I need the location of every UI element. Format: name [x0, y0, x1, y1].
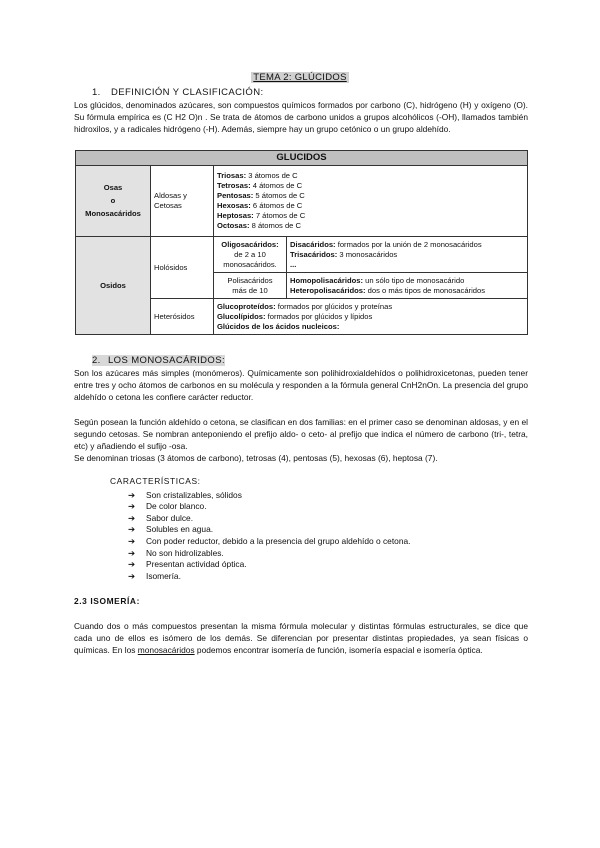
arrow-icon: ➔ — [128, 535, 136, 546]
osas-item: Triosas: 3 átomos de C — [217, 171, 298, 180]
oligo-item: Trisacáridos: 3 monosacáridos — [290, 249, 398, 259]
section-2-title: LOS MONOSACÁRIDOS: — [108, 355, 225, 366]
glucidos-table — [75, 150, 528, 335]
hetero-item: Glucoproteídos: formados por glúcidos y proteínas — [217, 301, 393, 311]
section-2-paragraph-1: Son los azúcares más simples (monómeros). Químicamente son polihidroxialdehídos o polihidroxicetonas, pueden tener entre tres y ocho átomos de carbonos en su molécula y responden a la fórmula general CnH2nOn. La presencia del grupo aldehído o cetona les confiere carácter reductor. — [74, 368, 528, 402]
list-item: ➔ Sabor dulce. — [128, 512, 194, 523]
arrow-icon: ➔ — [128, 501, 136, 512]
osas-item: Pentosas: 5 átomos de C — [217, 191, 305, 200]
osas-items-cell — [214, 166, 528, 237]
poli-items-cell — [287, 273, 528, 299]
title-text: TEMA 2: GLÚCIDOS — [253, 72, 347, 83]
polisacaridos-cell: Polisacáridos más de 10 — [214, 273, 287, 299]
characteristics-block — [110, 476, 410, 582]
arrow-icon: ➔ — [128, 570, 136, 581]
osas-item: Heptosas: 7 átomos de C — [217, 211, 306, 220]
list-item: ➔ Con poder reductor, debido a la presencia del grupo aldehído o cetona. — [128, 535, 411, 546]
oligo-item: ... — [290, 259, 297, 269]
arrow-icon: ➔ — [128, 489, 136, 500]
section-2-paragraph-3: Se denominan triosas (3 átomos de carbono), tetrosas (4), pentosas (5), hexosas (6), heptosa (7). — [74, 453, 438, 463]
heterosidos-cell: Heterósidos — [151, 299, 214, 335]
section-2-heading — [92, 355, 225, 366]
arrow-icon: ➔ — [128, 547, 136, 558]
hetero-item: Glucolípidos: formados por glúcidos y lípidos — [217, 311, 373, 321]
osidos-cell: Osidos — [76, 237, 151, 335]
osas-item: Octosas: 8 átomos de C — [217, 221, 301, 230]
section-2-3-heading: 2.3 ISOMERÍA: — [74, 596, 140, 606]
holosidos-cell: Holósidos — [151, 237, 214, 299]
osas-cell — [76, 166, 151, 237]
osas-label: Osas — [103, 183, 123, 192]
section-1-number: 1. — [92, 87, 101, 98]
list-item: ➔ Son cristalizables, sólidos — [128, 489, 242, 500]
page-title — [0, 72, 600, 83]
section-1-title: DEFINICIÓN Y CLASIFICACIÓN: — [111, 87, 264, 98]
arrow-icon: ➔ — [128, 524, 136, 535]
list-item: ➔ Isomería. — [128, 570, 181, 581]
hetero-items-cell — [214, 299, 528, 335]
poli-item: Homopolisacáridos: un sólo tipo de monosacárido — [290, 275, 465, 285]
list-item: ➔ No son hidrolizables. — [128, 547, 224, 558]
osas-item: Tetrosas: 4 átomos de C — [217, 181, 303, 190]
monosacaridos-label: Monosacáridos — [85, 209, 141, 218]
list-item: ➔ Presentan actividad óptica. — [128, 559, 247, 570]
section-1-paragraph: Los glúcidos, denominados azúcares, son compuestos químicos formados por carbono (C), hidrógeno (H) y oxígeno (O). Su fórmula empírica es (C H2 O)n . Se trata de átomos de carbono unidos a grupos alcohólicos (-OH), llamados también hidroxilos, y a radicales hidrógeno (-H). Además, siempre hay un grupo cetónico o un grupo aldehído. — [74, 100, 528, 134]
oligo-items-cell — [287, 237, 528, 273]
table-header: GLUCIDOS — [76, 151, 528, 166]
hetero-item: Glúcidos de los ácidos nucleicos: — [217, 321, 340, 331]
section-2-paragraph-2: Según posean la función aldehído o cetona, se clasifican en dos familias: en el primer caso se denominan aldosas, y en el segundo cetosas. Se nombran anteponiendo el prefijo aldo- o ceto- al prefijo que indica el número de carbono (tri-, tetra, etc) y añadiendo el sufijo -osa. — [74, 417, 528, 451]
characteristics-label: CARACTERÍSTICAS: — [110, 476, 201, 486]
arrow-icon: ➔ — [128, 559, 136, 570]
characteristics-list — [110, 490, 410, 583]
arrow-icon: ➔ — [128, 512, 136, 523]
monosacaridos-underlined: monosacáridos — [137, 645, 195, 655]
osas-item: Hexosas: 6 átomos de C — [217, 201, 303, 210]
osas-o: o — [110, 196, 116, 205]
section-2-3-paragraph: Cuando dos o más compuestos presentan la misma fórmula molecular y distintas fórmulas estructurales, se dice que cada uno de ellos es isómero de los demás. Se diferencian por presentar distintas propiedades, ya sean físicas o químicas. En los monosacáridos podemos encontrar isomería de función, isomería espacial e isomería óptica. — [74, 621, 528, 655]
aldosas-cetosas-cell: Aldosas y Cetosas — [151, 166, 214, 237]
list-item: ➔ Solubles en agua. — [128, 524, 214, 535]
oligo-item: Disacáridos: formados por la unión de 2 monosacáridos — [290, 239, 482, 249]
oligosacaridos-cell: Oligosacáridos: de 2 a 10 monosacáridos. — [214, 237, 287, 273]
section-2-number: 2. — [92, 355, 101, 366]
section-1-heading — [92, 87, 264, 98]
poli-item: Heteropolisacáridos: dos o más tipos de monosacáridos — [290, 285, 486, 295]
list-item: ➔ De color blanco. — [128, 501, 207, 512]
